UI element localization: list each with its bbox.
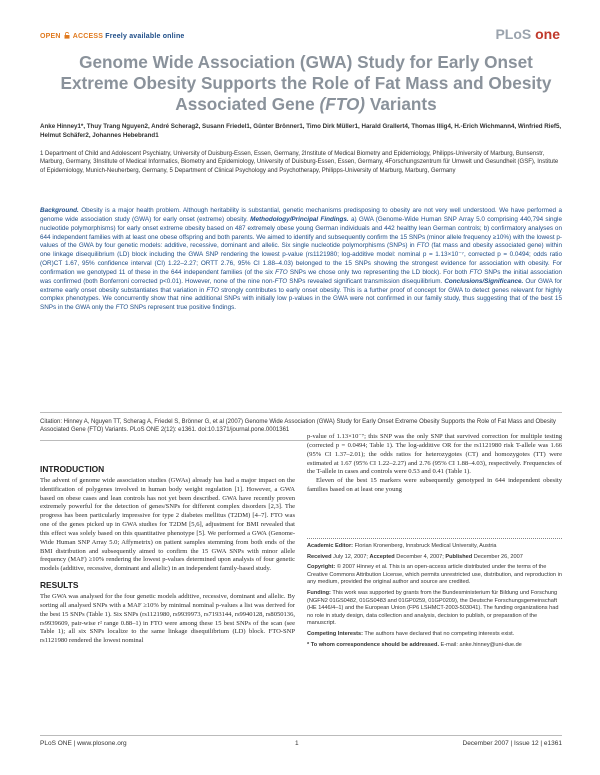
competing-value: The authors have declared that no competing interests exist.: [362, 630, 515, 637]
introduction-heading: INTRODUCTION: [40, 464, 105, 474]
accepted-label: Accepted: [369, 553, 395, 560]
fto-gene-name: FTO: [274, 277, 288, 285]
results-heading: RESULTS: [40, 580, 79, 591]
received-label: Received: [307, 553, 332, 560]
correspondence-label: * To whom correspondence should be addressed.: [307, 641, 439, 648]
methods-text: SNPs the initial association was confirmed (both Bonferroni corrected p<0.01). However, none of the nine non-: [40, 268, 562, 285]
fto-gene-name: FTO: [416, 242, 430, 250]
published-value: December 26, 2007: [472, 553, 523, 560]
academic-editor: [307, 543, 562, 551]
fto-gene-name: FTO: [469, 268, 483, 276]
freely-available-label: Freely available online: [105, 33, 185, 40]
methods-text: a) GWA (Genome-Wide Human SNP Array 5.0 comprising 440,794 single nucleotide polymorphisms) for early onset extreme obesity based on 487 extremely obese young German individuals and 442 healthy lean German controls; b) confirmatory analyses on 644 independent families with at least one obese offspring and both parents. We aimed to identify and subsequently confirm the 15 SNPs (minor allele frequency ≥10%) with the lowest p-values of the GWA by four genetic models: additive, recessive, dominant and allelic. Six single nucleotide polymorphisms (SNPs) in: [40, 215, 562, 250]
competing-interests: [307, 631, 562, 639]
article-info: [307, 543, 562, 652]
published-label: Published: [445, 553, 473, 560]
introduction-text: The advent of genome wide association studies (GWAs) already has had a major impact on the identification of polygenes involved in human body weight regulation [1]. However, a GWA based on obese cases and lean controls has not yet been described. GWA have recently proven extremely powerful for the detection of genes/SNPs for different complex disorders [2,3]. The progress has been particularly impressive for type 2 diabetes mellitus (T2DM) [4–7]. FTO was one of the genes picked up in GWA studies for T2DM [5,6], adjustment for BMI revealed that this effect was solely based on this quantitative phenotype [5]. We performed a GWA (Genome-Wide Human SNP Array 5.0; Affymetrix) on patient samples stemming from both ends of the BMI distribution and subsequently aimed to confirm the 15 GWA SNPs with minor allele frequency (MAF) ≥10% rendering the lowest p-values determined upon analysis of four genetic models (additive, recessive, dominant and allelic) in an independent family-based study.: [40, 476, 295, 573]
conclusions-text: SNPs represent true positive findings.: [128, 304, 237, 312]
open-label: OPEN: [40, 33, 61, 40]
conclusions-text: Our GWA for extreme early onset obesity substantiates that variation in: [40, 277, 562, 294]
conclusions-label: Conclusions/Significance.: [444, 277, 524, 285]
open-access-banner: [40, 32, 185, 40]
editor-value: Florian Kronenberg, Innsbruck Medical University, Austria: [353, 543, 497, 549]
methods-text: (fat mass and obesity associated gene) within one linkage disequilibrium (LD) block including the GWA SNP rendering the lowest p-value (rs1121980; log-additive model: nominal p = 1.13×10⁻⁷, corrected p = 0.0494; odds ratio (OR)CT 1.67, 95% confidence interval (CI) 1.22–2.27; ORTT 2.76, 95% CI 1.88–4.03) belonged to the 15 SNPs showing the strongest evidence for association with obesity. For confirmation we genotyped 11 of these in the 644 independent families (of the six: [40, 242, 562, 276]
correspondence-email[interactable]: E-mail: anke.hinney@uni-due.de: [439, 641, 522, 648]
dates: [307, 554, 562, 562]
results-continued: p-value of 1.13×10⁻⁷; this SNP was the only SNP that survived correction for multiple testing (corrected p = 0.0494; Table 1). The log-additive OR for the rs1121980 risk T-allele was 1.66 (95% CI 1.37–2.01); the odds ratios for heterozygotes (CT) and homozygotes (TT) were estimated at 1.67 (95% CI 1.22–2.27) and 2.76 (95% CI 1.88–4.03), respectively. Frequencies of the T-allele in cases and controls were 0.53 and 0.41 (Table 1).: [307, 433, 562, 476]
competing-label: Competing Interests:: [307, 630, 363, 637]
title-part1: Genome Wide Association (GWA) Study for Early Onset Extreme Obesity Supports the Role of Fat Mass and Obesity Associated Gene: [60, 52, 552, 114]
logo-one: one: [535, 26, 560, 42]
received-value: July 12, 2007;: [331, 553, 370, 560]
funding-label: Funding:: [307, 589, 331, 596]
copyright-value: © 2007 Hinney et al. This is an open-access article distributed under the terms of the Creative Commons Attribution License, which permits unrestricted use, distribution, and reproduction in any medium, provided the original author and source are credited.: [307, 564, 562, 586]
fto-gene-name: FTO: [115, 304, 129, 312]
divider-above-citation: [40, 412, 562, 413]
fto-gene-name: FTO: [275, 268, 288, 276]
fto-gene-name: FTO: [206, 286, 219, 294]
footer-journal[interactable]: PLoS ONE | www.plosone.org: [40, 740, 127, 747]
background-text: Obesity is a major health problem. Although heritability is substantial, genetic mechanisms predisposing to obesity are not very well understood. We have performed a genome wide association study (GWA) for early onset (extreme) obesity.: [40, 207, 562, 223]
conclusions-text: strongly contributes to early onset obesity. This is a further proof of concept for GWA to detect genes relevant for highly complex phenotypes. We concurrently show that nine additional SNPs with initially low p-values in the GWA were not confirmed in our family study, thus suggesting that of the best 15 SNPs in the GWA only the: [40, 286, 562, 312]
background-label: Background.: [40, 207, 79, 214]
abstract: [40, 207, 562, 313]
results-families: Eleven of the best 15 markers were subsequently genotyped in 644 independent obesity families based on at least one young: [307, 477, 562, 494]
article-title: [56, 52, 556, 115]
footer-divider: [40, 735, 562, 736]
correspondence: [307, 642, 562, 650]
title-fto: (FTO): [319, 94, 366, 114]
open-lock-icon: [64, 32, 70, 39]
left-column: [40, 465, 295, 646]
methods-text: SNPs we chose only two representing the LD block). For both: [287, 268, 470, 276]
accepted-value: December 4, 2007;: [394, 553, 446, 560]
page-number: 1: [295, 740, 299, 747]
results-text: The GWA was analysed for the four genetic models additive, recessive, dominant and allelic. By sorting all analysed SNPs with a MAF ≥10% by minimal nominal p-values a list was derived for the best 15 SNPs (Table 1). Six SNPs (rs1121980, rs9939973, rs7193144, rs9940128, rs8050136, rs9939609, pair-wise r² range 0.88–1) in FTO were among these 15 best SNPs of the scan (see Table 1); all six SNPs localize to the same linkage disequilibrium (LD) block. FTO-SNP rs1121980 rendered the lowest nominal: [40, 592, 295, 645]
right-column: [307, 433, 562, 495]
copyright-label: Copyright:: [307, 564, 336, 571]
affiliations: 1 Department of Child and Adolescent Psychiatry, University of Duisburg-Essen, Essen, Germany, 2Institute of Medical Biometry and Epidemiology, Philipps-University of Marburg, Bunsenstr, Marburg, Germany, 3Institute of Medical Informatics, Biometry and Epidemiology, University of Duisburg-Essen, Essen, Germany, 4Forschungszentrum für Umwelt und Gesundheit (GSF), Institute of Epidemiology, Munich-Neuherberg, Germany, 5 Department of Clinical Psychology and Psychotherapy, Philipps-University of Marburg, Marburg, Germany: [40, 151, 559, 174]
access-label: ACCESS: [72, 33, 104, 40]
funding: [307, 590, 562, 628]
logo-plos: PLoS: [495, 26, 532, 42]
funding-value: This work was supported by grants from the Bundesministerium für Bildung und Forschung (NGFN2 01GS0482, 01GS0483 and 01GP0259, 01GP0209), the Deutsche Forschungsgemeinschaft (HE 1446/4–1) and the European Union (FP6 LSHMCT-2003-503041). The funding organizations had no role in study design, data collection and analysis, decision to publish, or preparation of the manuscript.: [307, 589, 559, 627]
title-part2: Variants: [365, 94, 437, 114]
footer-issue: December 2007 | Issue 12 | e1361: [462, 740, 562, 747]
copyright: [307, 564, 562, 587]
author-list: Anke Hinney1*, Thuy Trang Nguyen2, André Scherag2, Susann Friedel1, Günter Brönner1, Timo Dirk Müller1, Harald Grallert4, Thomas Illig4, H.-Erich Wichmann4, Winfried Rief5, Helmut Schäfer2, Johannes Hebebrand1: [40, 123, 562, 139]
citation: Citation: Hinney A, Nguyen TT, Scherag A, Friedel S, Brönner G, et al (2007) Genome Wide Association (GWA) Study for Early Onset Extreme Obesity Supports the Role of Fat Mass and Obesity Associated Gene (FTO) Variants. PLoS ONE 2(12): e1361. doi:10.1371/journal.pone.0001361: [40, 419, 556, 434]
editor-label: Academic Editor:: [307, 543, 354, 549]
journal-logo: [495, 26, 560, 42]
info-divider: [307, 538, 562, 539]
methods-text: SNPs revealed significant transmission disequilibrium.: [287, 277, 443, 285]
methods-label: Methodology/Principal Findings.: [250, 215, 349, 223]
